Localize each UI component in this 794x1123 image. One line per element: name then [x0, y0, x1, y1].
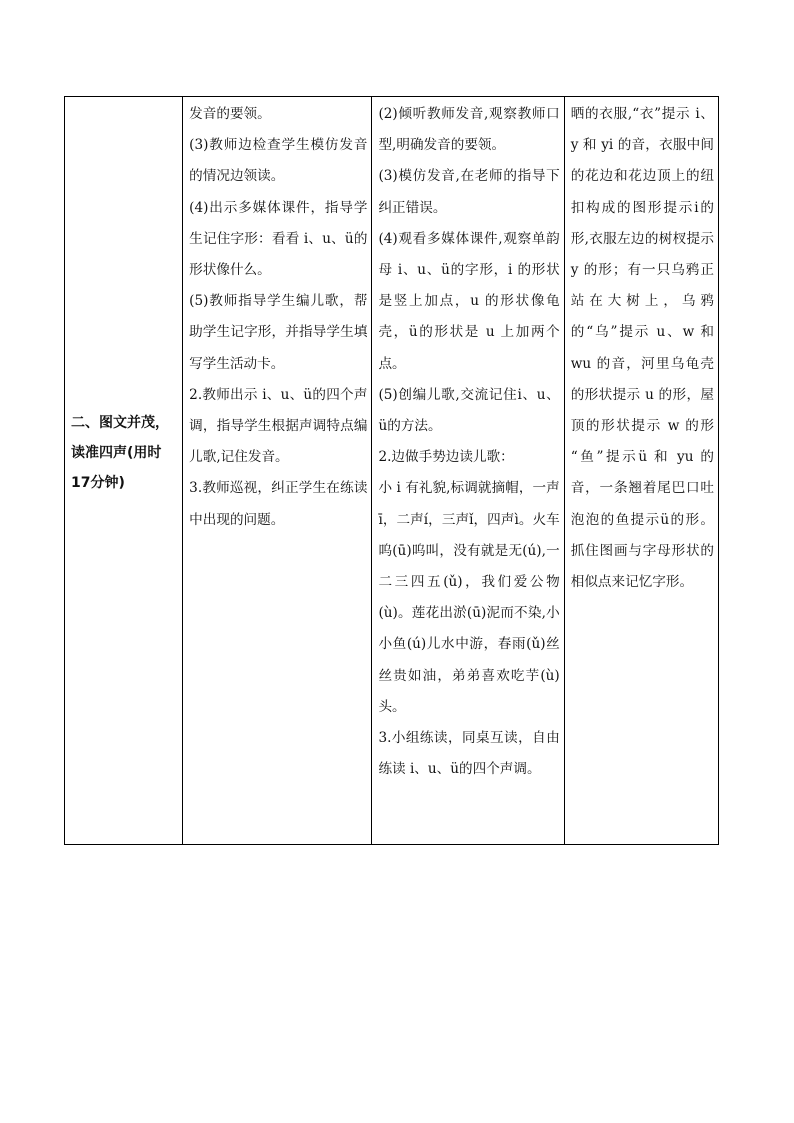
design-intent-cell	[564, 97, 718, 845]
teacher-activity: (4)出示多媒体课件，指导学生记住字形：看看 i、u、ü的形状像什么。	[189, 199, 368, 279]
student-activity: (4)观看多媒体课件,观察单韵母 i、u、ü的字形，i 的形状是竖上加点，u 的形状像龟壳，ü的形状是 u 上加两个点。	[378, 230, 560, 372]
student-activity: (2)倾听教师发音,观察教师口型,明确发音的要领。	[378, 106, 560, 154]
stage-label: 二、图文并茂，读准四声(用时17分钟)	[71, 414, 169, 491]
student-activity: 2.边做手势边读儿歌：	[378, 449, 514, 466]
nursery-rhyme: 小 i 有礼貌,标调就摘帽，一声ī，二声í，三声ǐ，四声ì。火车呜(ū)呜叫，没有就是无(ú),一二三四五(ǔ)，我们爱公物(ù)。莲花出淤(ū)泥而不染,小小鱼(ú)儿水中游，春雨(ǔ)丝丝贵如油，弟弟喜欢吃芋(ù)头。	[378, 480, 560, 715]
teacher-activity: (3)教师边检查学生模仿发音的情况边领读。	[189, 137, 368, 185]
lesson-plan-table	[64, 96, 719, 845]
teacher-activities-cell	[183, 97, 372, 845]
teacher-activity: 发音的要领。	[189, 106, 271, 122]
stage-cell	[65, 97, 183, 845]
student-activity: (5)创编儿歌,交流记住i、u、ü的方法。	[378, 386, 560, 435]
teacher-activity: 2.教师出示 i、u、ü的四个声调，指导学生根据声调特点编儿歌,记住发音。	[189, 386, 368, 466]
table-row	[65, 97, 719, 845]
student-activities-cell	[372, 97, 564, 845]
student-activity: (3)模仿发音,在老师的指导下纠正错误。	[378, 168, 560, 216]
student-activity: 3.小组练读，同桌互读，自由练读 i、u、ü的四个声调。	[378, 730, 560, 778]
teacher-activity: 3.教师巡视，纠正学生在练读中出现的问题。	[189, 480, 368, 528]
teacher-activity: (5)教师指导学生编儿歌，帮助学生记字形，并指导学生填写学生活动卡。	[189, 293, 368, 372]
design-intent-text: 晒的衣服,“衣”提示 i、y 和 yi 的音，衣服中间的花边和花边顶上的纽扣构成的图形提示i的形,衣服左边的树杈提示 y 的形；有一只乌鸦正站在大树上，乌鸦的“乌”提示 u、w 和 wu 的音，河里乌龟壳的形状提示 u 的形，屋顶的形状提示 w 的形 “鱼”提示ü 和 yu 的音，一条翘着尾巴口吐泡泡的鱼提示ü的形。抓住图画与字母形状的相似点来记忆字形。	[570, 106, 714, 591]
